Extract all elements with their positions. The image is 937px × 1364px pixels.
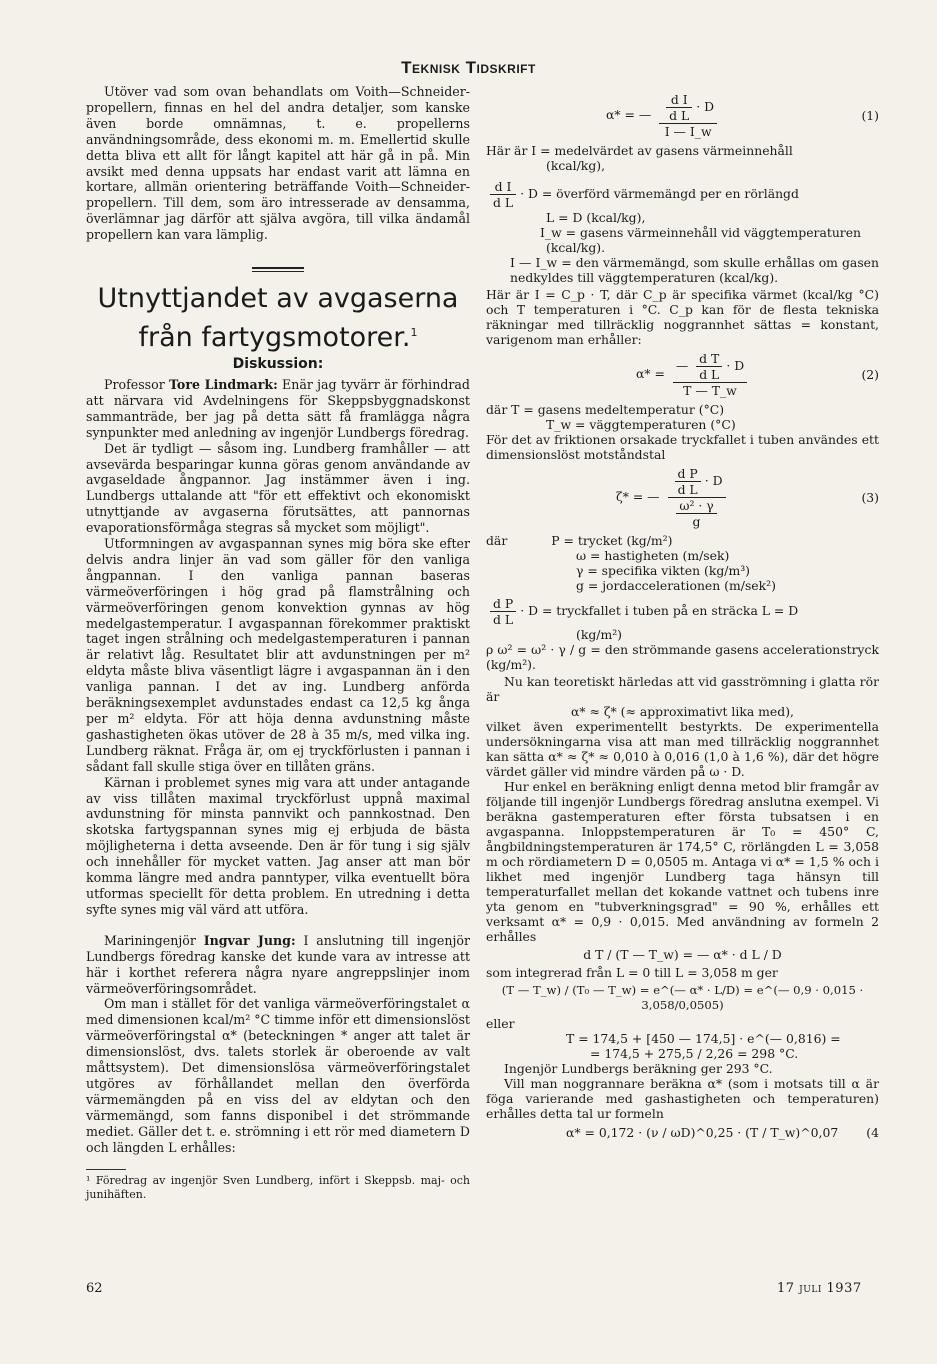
speaker2-title: Mariningenjör [104, 932, 204, 948]
def11-frac-top: d P [490, 596, 516, 612]
article-title-text: Utnyttjandet av avgaserna från fartygsmotorer. [97, 283, 459, 354]
paragraph-4: Kärnan i problemet synes mig vara att under antagande av viss tillåten maximal tryckförlust uppnå maximal avdunstning för minsta pannvikt och pannkostnad. Den skotska fartygspannan synes mig ej erbjuda de bästa möjligheterna i detta avseende. Den är för tung i sig själv och innehåller för mycket vatten. Jag anser att man bör komma längre med andra panntyper, vilka eventuellt böra utformas speciellt för detta problem. En utredning i detta syfte synes mig väl värd att utföra. [86, 774, 470, 917]
eq3-number: (3) [861, 490, 879, 505]
eller-label: eller [486, 1016, 515, 1031]
equation-6: T = 174,5 + [450 — 174,5] · e^(— 0,816) = [566, 1031, 841, 1046]
speaker2-name: Ingvar Jung: [203, 932, 296, 948]
right-paragraph-3: Nu kan teoretiskt härledas att vid gasströmning i glatta rör är [486, 674, 879, 704]
title-footnote-marker: 1 [410, 326, 418, 340]
right-paragraph-5: Hur enkel en beräkning enligt denna metod blir framgår av följande till ingenjör Lundbergs föredrag anslutna exempel. Vi beräkna gastemperaturen efter första tubsatsen i en avgaspanna. Inloppstemperaturen är T₀ = 450° C, ångbildningstemperaturen är 174,5° C, rörlängden L = 3,058 m och rördiametern D = 0,0505 m. Antaga vi α* = 1,5 % och i likhet med ingenjör Lundberg taga hänsyn till temperaturfallet mellan det kokande vattnet och tubens inre yta genom en "tubverkningsgrad" = 90 %, erhålles ett verksamt α* = 0,9 · 0,015. Med användning av formeln 2 erhålles [486, 779, 879, 944]
def-1b: (kcal/kg), [546, 158, 606, 173]
eq2-den: T — T_w [683, 383, 737, 398]
eq3-den-top: ω² · γ [676, 498, 716, 514]
eq3-num-top: d P [675, 466, 701, 482]
right-column [486, 88, 879, 1144]
def-3b: (kcal/kg). [546, 240, 606, 255]
paragraph-jung [86, 933, 470, 997]
def-1a: Här är I = medelvärdet av gasens värmeinnehåll [486, 143, 793, 158]
eq2-number: (2) [861, 367, 879, 382]
def-3a: I_w = gasens värmeinnehåll vid väggtemperaturen [540, 225, 862, 240]
right-paragraph-6: som integrerad från L = 0 till L = 3,058 m ger [486, 965, 778, 980]
eq2-num-bot: d L [699, 367, 720, 382]
eq2-fraction: — $\frac{\text{d T}}{\text{d L}}$ · D T — T_w [673, 351, 747, 398]
paragraph-1-text: Enär jag tyvärr är förhindrad att närvara vid Avdelningens för Skeppsbyggnadskonst sammanträde, ber jag på detta sätt få framlägga några synpunkter med anledning av ingenjör Lundbergs föredrag. [86, 376, 470, 440]
equation-5: (T — T_w) / (T₀ — T_w) = e^(— α* · L/D) = e^(— 0,9 · 0,015 · 3,058/0,0505) [501, 983, 864, 1012]
paragraph-lindmark [86, 377, 470, 441]
def-2a: · D = överförd värmemängd per en rörlängd [520, 186, 799, 201]
speaker1-title: Professor [104, 376, 169, 392]
eq3-fraction: $\frac{\text{d P}}{\text{d L}}$ · D $\frac{\text{ω² · γ}}{g}$ [668, 466, 726, 529]
left-column [86, 84, 470, 1202]
def-5: där T = gasens medeltemperatur (°C) [486, 402, 725, 417]
equation-1 [486, 92, 879, 139]
spacer [86, 918, 470, 933]
eq1-mult: · D [696, 99, 715, 114]
article-title [86, 282, 470, 355]
def-10: g = jordaccelerationen (m/sek²) [576, 578, 776, 593]
equation-2: α* = — $\frac{\text{d T}}{\text{d L}}$ · D T — T_w (2) [636, 351, 879, 398]
definitions-2 [486, 533, 879, 672]
footnote-rule [86, 1169, 126, 1170]
def2-frac-bot: d L [493, 195, 514, 210]
eq2-num-top: d T [696, 351, 722, 367]
journal-header: Teknisk Tidskrift [401, 58, 536, 77]
def-9: γ = specifika vikten (kg/m³) [576, 563, 750, 578]
eq1-lhs: α* = — [606, 107, 652, 122]
speaker1-name: Tore Lindmark: [169, 376, 278, 392]
section-divider [252, 267, 304, 272]
def-7: P = trycket (kg/m²) [551, 533, 673, 548]
eq3-num-bot: d L [677, 482, 698, 497]
eq1-num-top: d I [666, 92, 692, 108]
def-7-label: där [486, 533, 508, 548]
def11-frac-bot: d L [493, 612, 514, 627]
def-6: T_w = väggtemperaturen (°C) [546, 417, 736, 432]
def2-frac-top: d I [490, 179, 516, 195]
def-8: ω = hastigheten (m/sek) [576, 548, 730, 563]
right-paragraph-4: vilket även experimentellt bestyrkts. De experimentella undersökningarna visa att man med tillräcklig noggrannhet kan sätta α* ≈ ζ* ≈ 0,010 à 0,016 (1,0 à 1,6 %), där det högre värdet gäller vid mindre värden på ω · D. [486, 719, 879, 779]
paragraph-6: Om man i stället för det vanliga värmeöverföringstalet α med dimensionen kcal/m² °C timme inför ett dimensionslöst värmeöverföringstal α* (beteckningen * anger att talet är dimensionslöst, dvs. talets storlek är oberoende av valt måttsystem). Det dimensionslösa värmeöverföringstalet utgöres av förhållandet mellan den överförda värmemängden på en viss del av eldytan och den värmemängd, som fanns disponibel i det strömmande mediet. Gäller det t. e. strömning i ett rör med diametern D och längden L erhålles: [86, 996, 470, 1155]
def-11a: · D = tryckfallet i tuben på en sträcka L = D [520, 603, 799, 618]
definitions-1 [486, 143, 879, 285]
intro-paragraph: Utöver vad som ovan behandlats om Voith—Schneider-propellern, finnas en hel del andra detaljer, som kanske även borde omnämnas, t. e. propellerns användningsområde, dess ekonomi m. m. Emellertid skulle detta bliva ett allt för långt kapitel att här gå in på. Min avsikt med denna uppsats har endast varit att lämna en kortare, allmän orientering beträffande Voith—Schneider-propellern. Till dem, som äro intresserade av densamma, överlämnar jag därför att själva avgöra, till vilka ändamål propellern kan vara lämplig. [86, 84, 470, 243]
eq8-number: (4 [866, 1125, 879, 1140]
paragraph-5-text: I anslutning till ingenjör Lundbergs föredrag kanske det kunde vara av intresse att här i korthet referera några nyare angreppslinjer inom värmeöverföringsområdet. [86, 932, 471, 996]
eq1-num-bot: d L [669, 108, 690, 123]
def-4a: I — I_w = den värmemängd, som skulle erhållas om gasen nedkyldes till väggtemperaturen (kcal/kg). [510, 255, 879, 285]
eq1-den: I — I_w [664, 124, 712, 139]
page-number: 62 [86, 1281, 103, 1296]
paragraph-2: Det är tydligt — såsom ing. Lundberg framhåller — att avsevärda besparingar kunna göras genom användande av avgaseldade ångpannor. Jag instämmer även i ing. Lundbergs uttalande att "för ett effektivt och ekonomiskt utnyttjande av avgaserna förutsättes, att pannornas evaporationsförmåga stegras så mycket som möjligt". [86, 440, 470, 536]
right-paragraph-7: Ingenjör Lundbergs beräkning ger 293 °C. [504, 1061, 773, 1076]
equation-8 [486, 1125, 879, 1140]
def-12: ρ ω² = ω² · γ / g = den strömmande gasens accelerationstryck (kg/m²). [486, 642, 879, 672]
equation-approx: α* ≈ ζ* (≈ approximativt lika med), [571, 704, 794, 719]
right-paragraph-8: Vill man noggrannare beräkna α* (som i motsats till α är föga varierande med gashastigheten och temperaturen) erhålles detta tal ur formeln [486, 1076, 879, 1121]
eq1-number: (1) [861, 108, 879, 123]
issue-date: 17 juli 1937 [777, 1281, 862, 1296]
equation-3 [486, 466, 879, 529]
def-11b: (kg/m²) [576, 627, 622, 642]
equation-4: d T / (T — T_w) = — α* · d L / D [583, 947, 782, 962]
right-paragraph-1: Här är I = C_p · T, där C_p är specifika värmet (kcal/kg °C) och T temperaturen i °C. C_p kan för de flesta tekniska räkningar med tillräcklig noggrannhet sättas = konstant, varigenom man erhåller: [486, 287, 879, 347]
eq1-fraction [659, 92, 717, 139]
eq3-den-bot: g [692, 514, 701, 529]
eq8-body: α* = 0,172 · (ν / ωD)^0,25 · (T / T_w)^0,07 [566, 1125, 839, 1140]
footnote: ¹ Föredrag av ingenjör Sven Lundberg, infört i Skeppsb. maj- och junihäften. [86, 1174, 470, 1202]
eq3-lhs: ζ* = — [616, 489, 660, 504]
equation-7: = 174,5 + 275,5 / 2,26 = 298 °C. [590, 1046, 799, 1061]
right-paragraph-2: För det av friktionen orsakade tryckfallet i tuben användes ett dimensionslöst motståndstal [486, 432, 879, 462]
article-subtitle: Diskussion: [232, 356, 324, 373]
paragraph-3: Utformningen av avgaspannan synes mig böra ske efter delvis andra linjer än vad som gäller för den vanliga ångpannan. I den vanliga pannan baseras värmeöverföringen i hög grad på flamstrålning och värmeöverföringen genom konvektion gynnas av hög medelgastemperatur. I avgaspannan förekommer praktiskt taget ingen strålning och medelgastemperaturen i pannan är relativt låg. Resultatet blir att avdunstningen per m² eldyta måste bliva väsentligt lägre i avgaspannan än i den vanliga pannan. I det av ing. Lundberg anförda beräkningsexemplet avdunstades endast ca 12,5 kg ånga per m² eldyta. För att höja denna avdunstning måste gashastigheten ökas utöver de 28 à 35 m/s, med vilka ing. Lundberg räknat. Fråga är, om ej tryckförlusten i pannan i sådant fall skulle stiga över en tillåten gräns. [86, 536, 470, 774]
def-2b: L = D (kcal/kg), [546, 210, 646, 225]
